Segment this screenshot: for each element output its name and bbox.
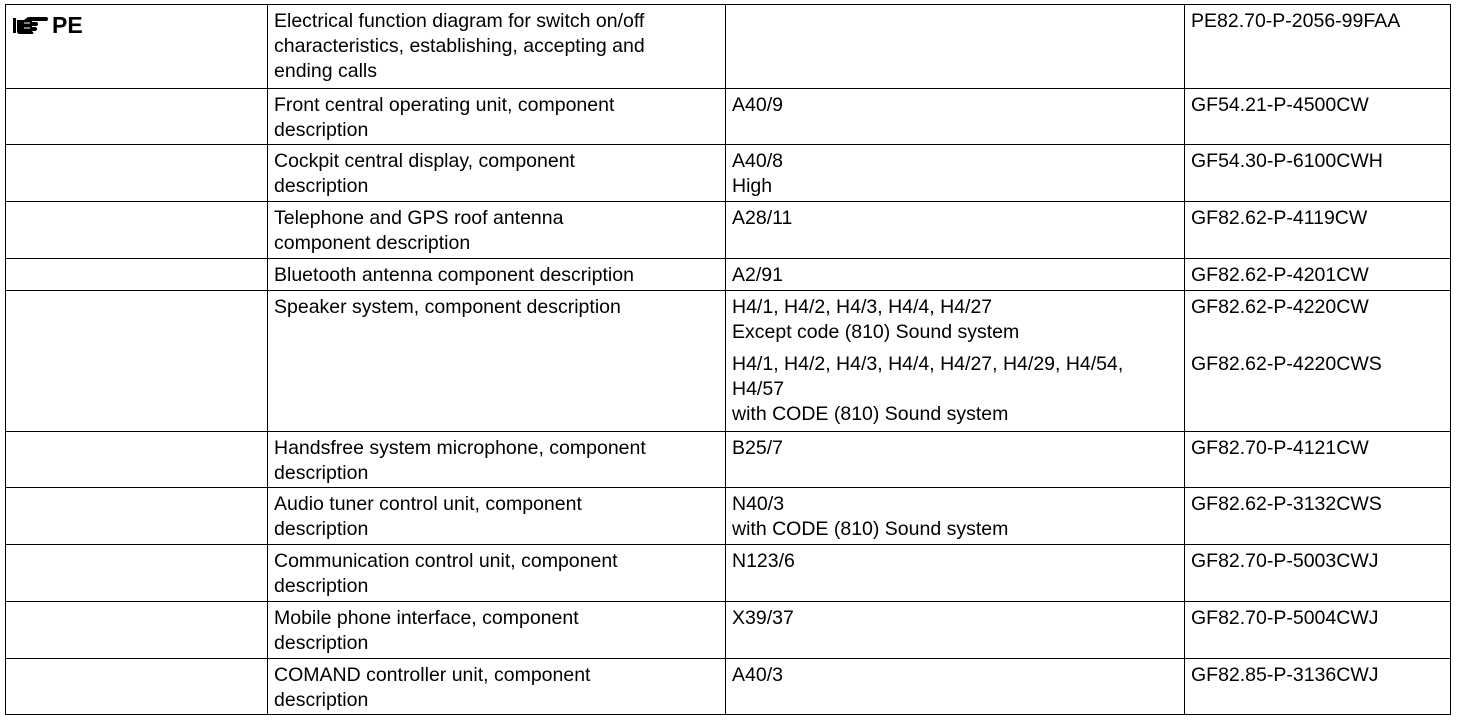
title-line: characteristics, establishing, accepting and — [274, 35, 645, 57]
title-line: description — [274, 119, 369, 141]
document-reference: GF82.70-P-5004CWJ — [1191, 607, 1379, 629]
table-row — [6, 259, 1451, 291]
title-line: Communication control unit, component — [274, 550, 618, 572]
document-reference: GF54.21-P-4500CW — [1191, 94, 1369, 116]
component-code: H4/1, H4/2, H4/3, H4/4, H4/27 — [732, 296, 993, 318]
reference-cell — [1185, 432, 1451, 488]
title-cell — [268, 89, 726, 145]
title-line: component description — [274, 232, 471, 254]
title-cell — [268, 202, 726, 259]
reference-cell — [1185, 291, 1451, 432]
title-cell — [268, 5, 726, 89]
table-row — [6, 202, 1451, 259]
pointing-hand-icon — [12, 14, 48, 36]
reference-cell — [1185, 145, 1451, 202]
marker-cell — [6, 602, 268, 659]
reference-cell — [1185, 602, 1451, 659]
title-line: Bluetooth antenna component description — [274, 264, 634, 286]
title-line: description — [274, 518, 369, 540]
component-cell — [726, 488, 1185, 545]
title-line: Audio tuner control unit, component — [274, 493, 582, 515]
component-cell — [726, 259, 1185, 291]
component-code: A40/8 — [732, 150, 783, 172]
title-cell — [268, 602, 726, 659]
table-row — [6, 89, 1451, 145]
reference-cell — [1185, 202, 1451, 259]
component-cell — [726, 5, 1185, 89]
component-code: H4/57 — [732, 378, 785, 400]
title-line: description — [274, 462, 369, 484]
component-note: Except code (810) Sound system — [732, 321, 1020, 343]
document-reference: GF82.70-P-4121CW — [1191, 437, 1369, 459]
document-reference: GF82.70-P-5003CWJ — [1191, 550, 1379, 572]
title-cell — [268, 659, 726, 715]
title-line: Telephone and GPS roof antenna — [274, 207, 564, 229]
title-cell — [268, 545, 726, 602]
table-row — [6, 432, 1451, 488]
component-cell — [726, 145, 1185, 202]
document-reference: GF82.62-P-4201CW — [1191, 264, 1369, 286]
pe-label: PE — [52, 12, 83, 38]
reference-cell — [1185, 488, 1451, 545]
reference-cell — [1185, 5, 1451, 89]
marker-cell — [6, 545, 268, 602]
title-line: Electrical function diagram for switch on/off — [274, 10, 645, 32]
component-code: X39/37 — [732, 607, 794, 629]
title-cell — [268, 488, 726, 545]
title-line: description — [274, 575, 369, 597]
document-reference: GF82.62-P-4220CWS — [1191, 353, 1382, 375]
document-reference: GF82.62-P-3132CWS — [1191, 493, 1382, 515]
component-note: with CODE (810) Sound system — [732, 403, 1009, 425]
title-line: Handsfree system microphone, component — [274, 437, 646, 459]
table-row — [6, 291, 1451, 432]
document-reference: GF82.62-P-4220CW — [1191, 296, 1369, 318]
component-code: N123/6 — [732, 550, 795, 572]
component-cell — [726, 432, 1185, 488]
table-row — [6, 488, 1451, 545]
component-code: A28/11 — [732, 207, 793, 229]
reference-cell — [1185, 659, 1451, 715]
marker-cell — [6, 89, 268, 145]
component-cell — [726, 89, 1185, 145]
component-note: with CODE (810) Sound system — [732, 518, 1009, 540]
table-row — [6, 545, 1451, 602]
component-code: B25/7 — [732, 437, 783, 459]
table-row — [6, 145, 1451, 202]
component-cell — [726, 602, 1185, 659]
component-code: N40/3 — [732, 493, 785, 515]
title-line: COMAND controller unit, component — [274, 664, 591, 686]
component-code: H4/1, H4/2, H4/3, H4/4, H4/27, H4/29, H4/54, — [732, 353, 1124, 375]
title-line: Cockpit central display, component — [274, 150, 575, 172]
title-cell — [268, 145, 726, 202]
title-line: Mobile phone interface, component — [274, 607, 579, 629]
marker-cell — [6, 432, 268, 488]
title-line: description — [274, 632, 369, 654]
marker-cell — [6, 291, 268, 432]
marker-cell — [6, 202, 268, 259]
title-cell — [268, 291, 726, 432]
component-cell — [726, 202, 1185, 259]
component-note: High — [732, 175, 773, 197]
pe-marker — [12, 9, 261, 37]
document-reference: GF54.30-P-6100CWH — [1191, 150, 1383, 172]
title-cell — [268, 259, 726, 291]
component-code: A40/9 — [732, 94, 783, 116]
marker-cell — [6, 5, 268, 89]
reference-table — [5, 4, 1451, 715]
table-row — [6, 5, 1451, 89]
document-reference: GF82.62-P-4119CW — [1191, 207, 1368, 229]
document-reference: PE82.70-P-2056-99FAA — [1191, 10, 1401, 32]
title-line: description — [274, 689, 369, 711]
component-cell — [726, 291, 1185, 432]
reference-cell — [1185, 259, 1451, 291]
title-line: ending calls — [274, 60, 377, 82]
title-line: description — [274, 175, 369, 197]
component-code: A2/91 — [732, 264, 783, 286]
marker-cell — [6, 145, 268, 202]
title-cell — [268, 432, 726, 488]
component-cell — [726, 659, 1185, 715]
document-reference: GF82.85-P-3136CWJ — [1191, 664, 1379, 686]
reference-cell — [1185, 545, 1451, 602]
reference-table-body — [6, 5, 1451, 715]
marker-cell — [6, 488, 268, 545]
title-line: Speaker system, component description — [274, 296, 621, 318]
marker-cell — [6, 259, 268, 291]
reference-cell — [1185, 89, 1451, 145]
title-line: Front central operating unit, component — [274, 94, 615, 116]
table-row — [6, 602, 1451, 659]
table-row — [6, 659, 1451, 715]
component-code: A40/3 — [732, 664, 783, 686]
component-cell — [726, 545, 1185, 602]
marker-cell — [6, 659, 268, 715]
